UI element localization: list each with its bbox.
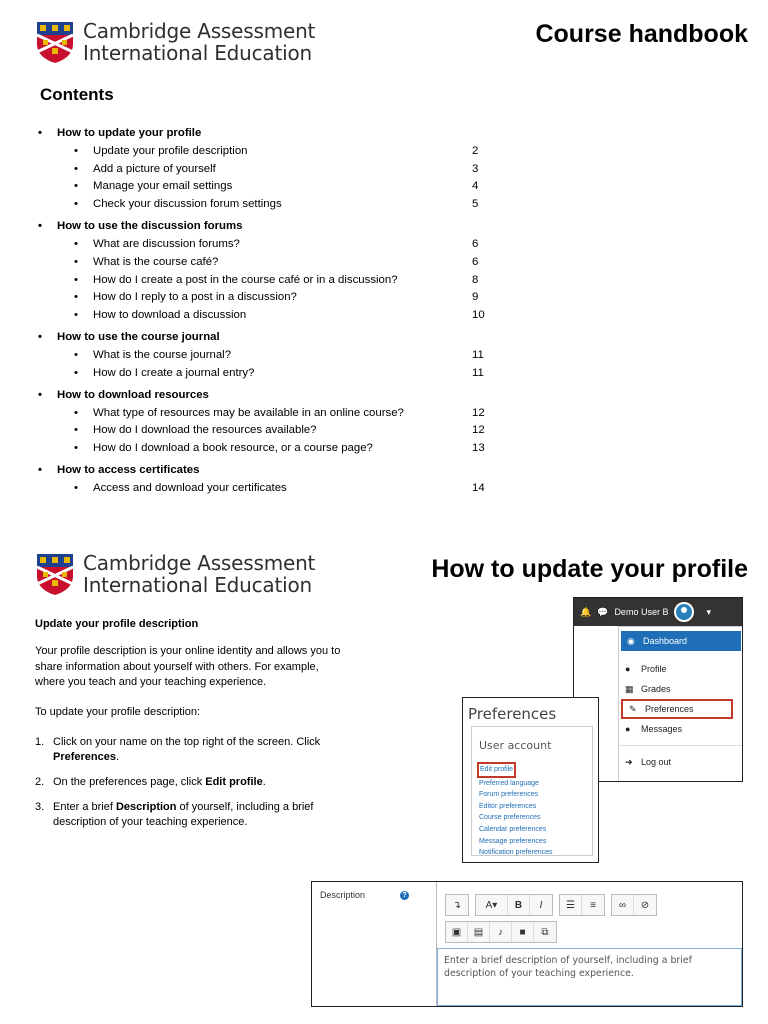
toc-entry: • Update your profile description 2	[74, 144, 479, 157]
forum-preferences-link[interactable]: Forum preferences	[479, 791, 539, 799]
toc-entry: • How do I reply to a post in a discussion? 9	[74, 291, 479, 304]
menu-item-preferences[interactable]: ✎ Preferences	[621, 699, 733, 719]
user-icon: ●	[625, 664, 631, 674]
microphone-icon[interactable]: ♪	[490, 922, 512, 942]
menu-item-dashboard[interactable]: ◉ Dashboard	[621, 631, 741, 651]
preferred-language-link[interactable]: Preferred language	[479, 779, 539, 787]
unlink-icon[interactable]: ⊘	[640, 899, 650, 911]
menu-item-grades[interactable]: ▦ Grades	[625, 683, 671, 694]
logo-line-1: Cambridge Assessment	[83, 551, 316, 575]
toc-entry: • How to download a discussion 10	[74, 309, 485, 322]
toolbar-row-1	[445, 894, 663, 916]
menu-item-messages[interactable]: ● Messages	[625, 724, 683, 734]
table-icon: ▦	[625, 683, 634, 694]
numbered-list-icon[interactable]: ≡	[590, 899, 596, 911]
toc-entry: • Check your discussion forum settings 5	[74, 198, 479, 211]
contents-heading: Contents	[40, 85, 114, 104]
toc-entry: • What type of resources may be available in an online course? 12	[74, 406, 485, 419]
step-item: 1. Click on your name on the top right of the screen. Click Preferences.	[35, 736, 321, 763]
user-account-box	[471, 726, 593, 856]
toolbar-toggle-icon[interactable]: ↴	[452, 899, 462, 911]
toc-entry: • How do I create a journal entry? 11	[74, 366, 484, 379]
logo-line-2: International Education	[83, 573, 312, 597]
editor-preferences-link[interactable]: Editor preferences	[479, 802, 537, 810]
video-icon[interactable]: ■	[512, 922, 534, 942]
toc-section	[38, 386, 498, 457]
toc-section-title: • How to use the discussion forums	[38, 220, 243, 233]
bell-icon[interactable]: 🔔	[580, 606, 592, 617]
subsection-heading: Update your profile description	[35, 618, 199, 630]
section-title: How to update your profile	[431, 555, 748, 583]
toc-entry: • What are discussion forums? 6	[74, 238, 479, 251]
intro-paragraph: Your profile description is your online identity and allows you to share information about yourself with others. For example, where you teach and your teaching experience.	[35, 645, 341, 688]
paragraph-style-icon[interactable]: A▾	[476, 895, 508, 915]
toc-section-title: • How to access certificates	[38, 464, 200, 477]
dashboard-icon: ◉	[627, 635, 635, 646]
preferences-screenshot	[462, 697, 599, 863]
cambridge-logo	[35, 20, 315, 64]
navbar	[574, 598, 742, 626]
user-name[interactable]: Demo User B	[614, 607, 669, 617]
menu-item-profile[interactable]: ● Profile	[625, 664, 667, 674]
link-icon[interactable]: ∞	[612, 895, 634, 915]
bullet-list-icon[interactable]: ☰	[560, 895, 582, 915]
instruction-lead: To update your profile description:	[35, 706, 201, 718]
toc-section-title: • How to use the course journal	[38, 331, 220, 344]
preferences-title: Preferences	[468, 705, 557, 723]
crest-icon	[35, 552, 75, 596]
user-account-heading: User account	[479, 739, 552, 752]
steps-list	[35, 735, 345, 840]
step-item: 2. On the preferences page, click Edit profile.	[35, 776, 266, 788]
toc-section	[38, 461, 498, 497]
rich-text-editor	[436, 882, 742, 1006]
page-title: Course handbook	[535, 20, 748, 48]
user-dropdown	[618, 626, 743, 782]
italic-icon[interactable]: I	[539, 899, 543, 911]
description-textarea[interactable]: Enter a brief description of yourself, including a brief description of your teaching experience.	[437, 948, 742, 1006]
media-icon[interactable]: ▤	[468, 922, 490, 942]
chat-icon[interactable]: 💬	[597, 606, 609, 617]
message-icon: ●	[625, 724, 631, 734]
bold-icon[interactable]: B	[508, 895, 530, 915]
description-editor-screenshot	[311, 881, 743, 1007]
crest-icon	[35, 20, 75, 64]
toc-entry: • How do I download the resources available? 12	[74, 424, 485, 437]
logo-line-2: International Education	[83, 41, 312, 65]
help-icon[interactable]: ?	[400, 891, 409, 900]
message-preferences-link[interactable]: Message preferences	[479, 837, 547, 845]
cambridge-logo-2	[35, 552, 315, 596]
edit-profile-link[interactable]: Edit profile	[477, 762, 516, 778]
toc-entry: • What is the course journal? 11	[74, 349, 484, 362]
calendar-preferences-link[interactable]: Calendar preferences	[479, 825, 547, 833]
chevron-down-icon[interactable]: ▾	[706, 606, 711, 617]
logo-line-1: Cambridge Assessment	[83, 19, 316, 43]
toc-entry: • What is the course café? 6	[74, 255, 479, 268]
image-icon[interactable]: ▣	[446, 922, 468, 942]
table-of-contents	[38, 124, 498, 501]
course-preferences-link[interactable]: Course preferences	[479, 814, 541, 822]
toc-entry: • Manage your email settings 4	[74, 180, 479, 193]
toc-section-title: • How to update your profile	[38, 127, 202, 139]
toc-section-title: • How to download resources	[38, 388, 209, 401]
toc-entry: • How do I create a post in the course café or in a discussion? 8	[74, 273, 479, 286]
logout-icon: ➜	[625, 756, 633, 767]
menu-item-logout[interactable]: ➜ Log out	[625, 756, 672, 767]
toc-entry: • How do I download a book resource, or a course page? 13	[74, 442, 485, 455]
toc-section	[38, 328, 498, 382]
wrench-icon: ✎	[629, 703, 637, 714]
copy-icon[interactable]: ⧉	[541, 926, 549, 938]
step-item: 3. Enter a brief Description of yourself, including a brief description of your teaching experience.	[35, 801, 314, 828]
toc-entry: • Access and download your certificates 14	[74, 482, 485, 495]
description-label: Description	[320, 890, 366, 900]
avatar[interactable]	[674, 602, 694, 622]
toc-section	[38, 124, 498, 213]
toolbar-row-2	[445, 921, 563, 943]
notification-preferences-link[interactable]: Notification preferences	[479, 849, 553, 857]
toc-entry: • Add a picture of yourself 3	[74, 162, 479, 175]
toc-section	[38, 217, 498, 324]
